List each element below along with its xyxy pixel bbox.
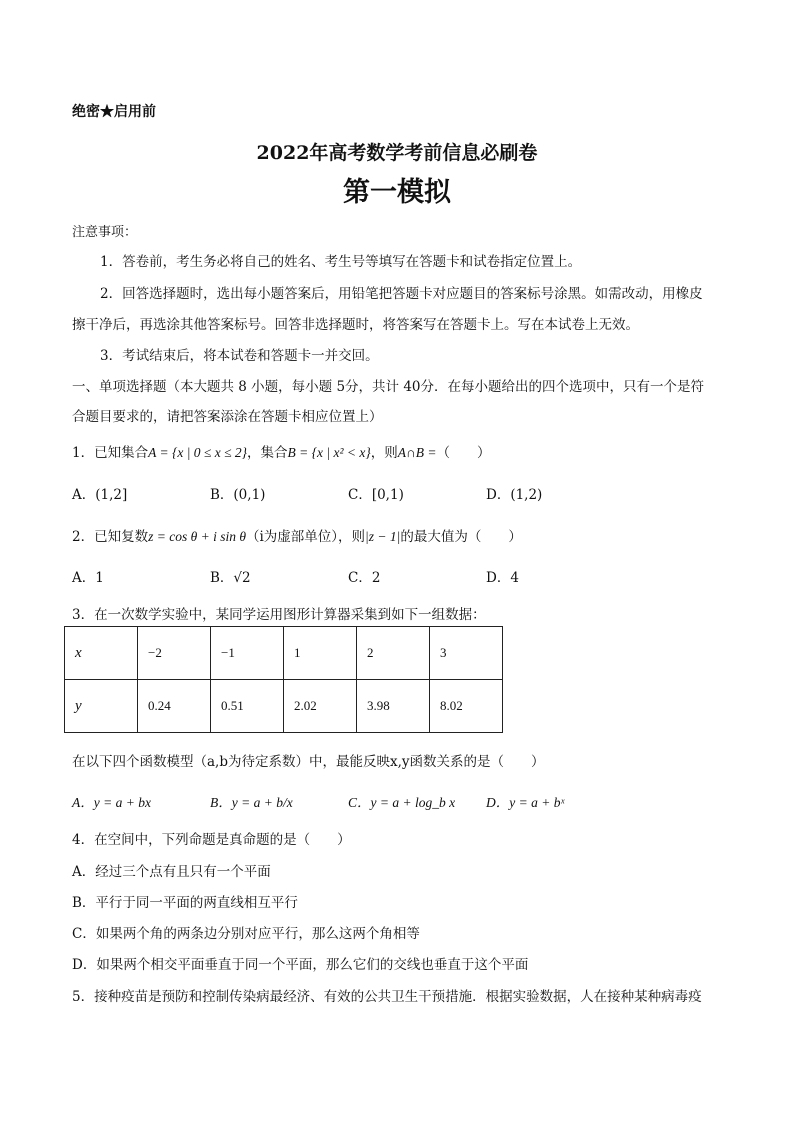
q1-text-a: 1．已知集合 [72,445,149,461]
table-cell: y [65,680,138,733]
table-cell: 3 [430,627,503,680]
q4-option-c: C．如果两个角的两条边分别对应平行，那么这两个角相等 [72,926,420,942]
q1-expr: A∩B = [397,445,437,460]
table-row [65,680,503,733]
q2-text-c: 的最大值为（ ） [400,529,522,545]
table-row [65,627,503,680]
question-1 [72,441,491,461]
q3-option-a: A．y = a + bx [72,795,151,810]
table-cell: −2 [138,627,211,680]
notice-item-2: 2．回答选择题时，选出每小题答案后，用铅笔把答题卡对应题目的答案标号涂黑。如需改动，用橡皮 [100,286,703,302]
q1-option-a: A．(1,2] [72,487,128,503]
q2-option-d: D．4 [486,570,519,586]
q1-text-b: ，集合 [247,445,288,461]
data-table [64,626,503,733]
question-3-text: 在以下四个函数模型（a,b为待定系数）中，最能反映x,y函数关系的是（ ） [72,754,545,770]
section-heading: 一、单项选择题（本大题共 8 小题，每小题 5分，共计 40分．在每小题给出的四个选项中，只有一个是符 [72,379,705,395]
q1-option-b: B．(0,1) [210,487,266,503]
q2-option-b: B．√2 [210,570,251,586]
table-cell: 0.51 [211,680,284,733]
q3-option-c: C．y = a + log_b x [348,795,456,810]
q1-option-d: D．(1,2) [486,487,543,503]
table-cell: 2 [357,627,430,680]
question-4: 4．在空间中，下列命题是真命题的是（ ） [72,832,351,848]
q2-abs: |z − 1| [365,529,401,544]
q2-expr: z = cos θ + i sin θ [148,529,246,544]
table-cell: −1 [211,627,284,680]
q2-option-c: C．2 [348,570,381,586]
q2-text-b: （i为虚部单位），则 [245,529,366,545]
exam-subtitle: 第一模拟 [343,177,451,208]
table-cell: 0.24 [138,680,211,733]
q1-set-b: B = {x | x² < x} [287,445,371,460]
question-2 [72,525,522,545]
table-cell: 3.98 [357,680,430,733]
q3-option-d: D．y = a + bˣ [486,795,565,810]
q2-text-a: 2．已知复数 [72,529,149,545]
notice-item-2-cont: 擦干净后，再选涂其他答案标号。回答非选择题时，将答案写在答题卡上。写在本试卷上无效。 [72,317,639,333]
question-5: 5．接种疫苗是预防和控制传染病最经济、有效的公共卫生干预措施．根据实验数据，人在接种某种病毒疫 [72,989,702,1005]
question-3-intro: 3．在一次数学实验中，某同学运用图形计算器采集到如下一组数据： [72,607,486,623]
notice-item-3: 3．考试结束后，将本试卷和答题卡一并交回。 [100,348,379,364]
exam-title: 2022年高考数学考前信息必刷卷 [256,142,538,164]
section-heading-cont: 合题目要求的，请把答案添涂在答题卡相应位置上） [72,409,383,425]
q1-set-a: A = {x | 0 ≤ x ≤ 2} [148,445,248,460]
q2-option-a: A．1 [72,570,104,586]
table-cell: 2.02 [284,680,357,733]
table-cell: x [65,627,138,680]
q4-option-b: B．平行于同一平面的两直线相互平行 [72,895,298,911]
table-cell: 8.02 [430,680,503,733]
q4-option-d: D．如果两个相交平面垂直于同一个平面，那么它们的交线也垂直于这个平面 [72,957,529,973]
q1-text-d: （ ） [436,445,491,461]
notice-item-1: 1．答卷前，考生务必将自己的姓名、考生号等填写在答题卡和试卷指定位置上。 [100,254,582,270]
q3-option-b: B．y = a + b/x [210,795,293,810]
confidential-label: 绝密★启用前 [72,104,156,120]
q1-text-c: ，则 [370,445,398,461]
q1-option-c: C．[0,1) [348,487,404,503]
q4-option-a: A．经过三个点有且只有一个平面 [72,864,271,880]
table-cell: 1 [284,627,357,680]
notice-heading: 注意事项： [72,225,138,240]
